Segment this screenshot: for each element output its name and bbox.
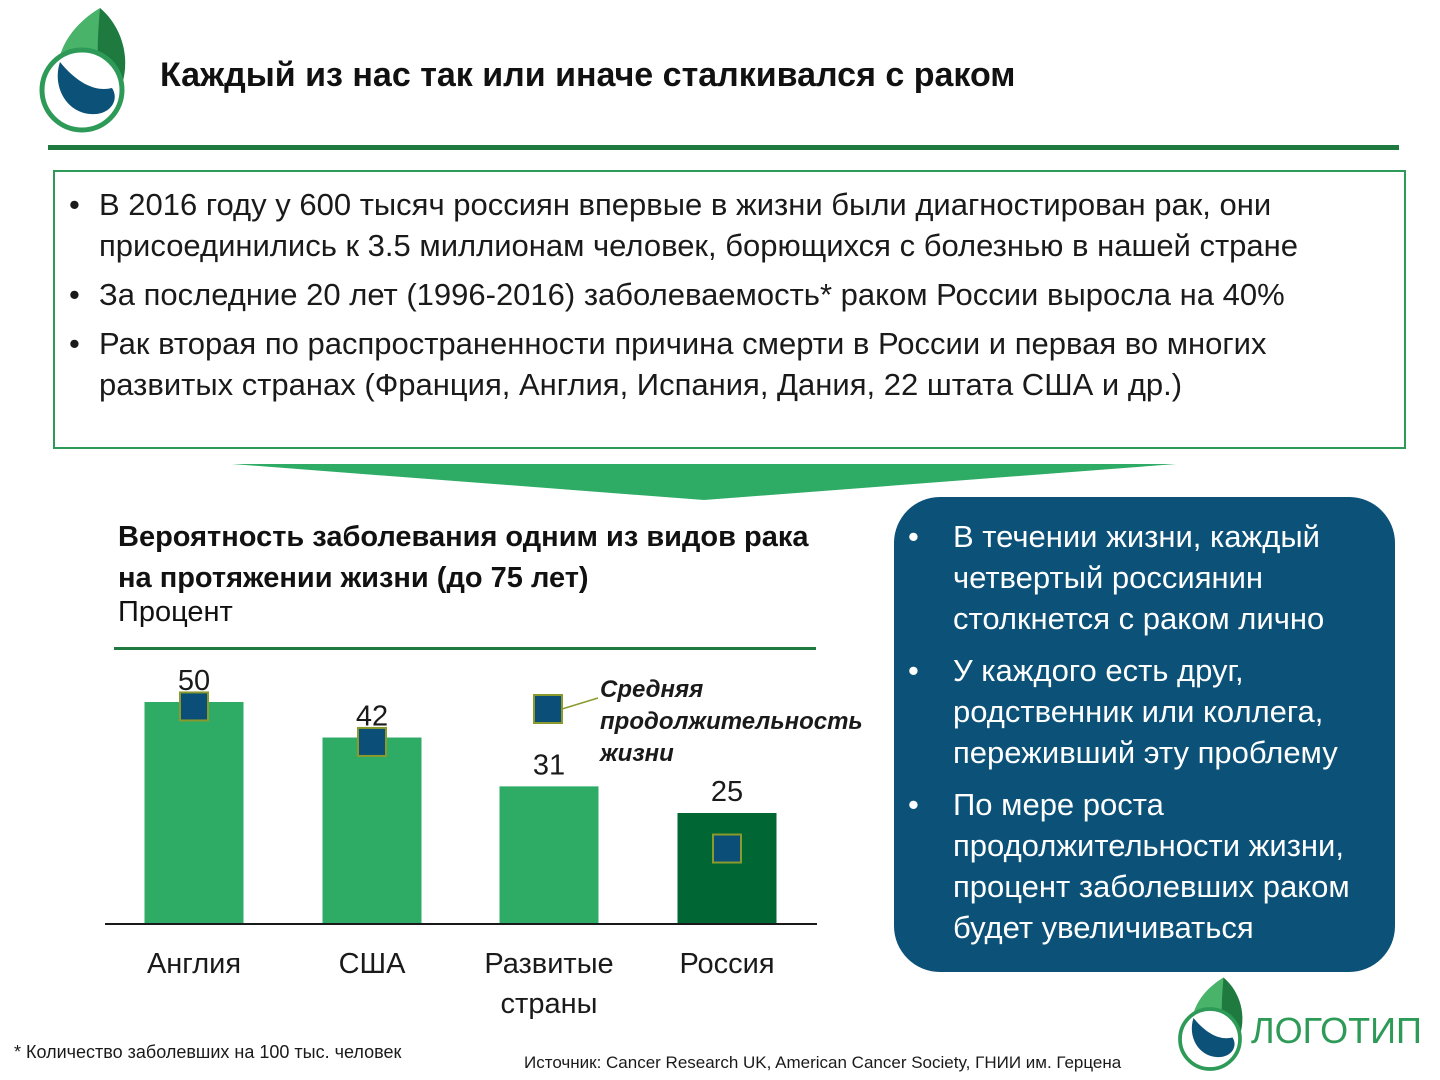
bullet-icon: • <box>908 519 919 554</box>
bullet-icon: • <box>69 326 80 361</box>
bullet-icon: • <box>69 187 80 222</box>
legend-leader-line <box>562 698 598 709</box>
chart-legend <box>534 676 863 767</box>
chart-title: Вероятность заболевания одним из видов рака на протяжении жизни (до 75 лет) <box>118 521 809 594</box>
category-label: Развитые <box>484 948 614 980</box>
logo-text: ЛОГОТИП <box>1251 1010 1422 1051</box>
facts-list <box>55 184 1408 413</box>
bar-3 <box>500 786 599 924</box>
legend-label: жизни <box>600 740 674 767</box>
bullet-icon: • <box>908 787 919 822</box>
title-divider <box>48 145 1399 150</box>
callout-text: У каждого есть друг, родственник или коллега, переживший эту проблему <box>953 653 1338 770</box>
facts-box <box>53 170 1406 449</box>
callout-item <box>894 516 1394 639</box>
fact-item <box>55 184 1408 266</box>
leaf-drop-logo-icon <box>30 6 134 134</box>
funnel-arrow <box>232 464 1176 500</box>
callout-panel <box>894 497 1395 972</box>
category-label: страны <box>500 988 598 1020</box>
fact-text: В 2016 году у 600 тысяч россиян впервые в жизни были диагностирован рак, они присоединились к 3.5 миллионам человек, борющихся с болезнью в нашей стране <box>99 187 1299 263</box>
fact-text: За последние 20 лет (1996-2016) заболеваемость* раком России выросла на 40% <box>99 277 1285 312</box>
legend-marker <box>534 695 562 723</box>
fact-text: Рак вторая по распространенности причина смерти в России и первая во многих развитых странах (Франция, Англия, Испания, Дания, 22 штата США и др.) <box>99 326 1267 402</box>
footnote: * Количество заболевших на 100 тыс. человек <box>14 1042 402 1062</box>
value-label: 25 <box>710 776 744 808</box>
callout-item <box>894 784 1394 948</box>
category-label: США <box>338 948 406 980</box>
source-note: Источник: Cancer Research UK, American Cancer Society, ГНИИ им. Герцена <box>524 1053 1122 1072</box>
category-label: Англия <box>146 948 242 980</box>
page-title: Каждый из нас так или иначе сталкивался с раком <box>160 56 1016 94</box>
value-label: 42 <box>355 700 389 733</box>
bullet-icon: • <box>908 653 919 688</box>
fact-item <box>55 323 1408 405</box>
category-label: Россия <box>679 948 775 980</box>
fact-item <box>55 274 1408 315</box>
legend-label: продолжительность <box>600 708 863 735</box>
legend-label: Средняя <box>600 676 704 703</box>
leaf-drop-logo-icon <box>1168 976 1252 1072</box>
bar-1 <box>145 702 244 924</box>
bar-2 <box>323 738 422 924</box>
callout-text: По мере роста продолжительности жизни, процент заболевших раком будет увеличиваться <box>953 787 1350 945</box>
chart-unit: Процент <box>118 596 233 628</box>
bullet-icon: • <box>69 277 80 312</box>
bars-layer <box>145 702 777 924</box>
bar-4 <box>678 813 777 924</box>
callout-list <box>894 516 1394 959</box>
value-label: 50 <box>177 665 211 697</box>
callout-text: В течении жизни, каждый четвертый россиянин столкнется с раком лично <box>953 519 1325 636</box>
value-label: 31 <box>532 749 566 782</box>
bar-chart <box>0 650 900 1030</box>
callout-item <box>894 650 1394 773</box>
life-expectancy-marker <box>713 835 741 863</box>
